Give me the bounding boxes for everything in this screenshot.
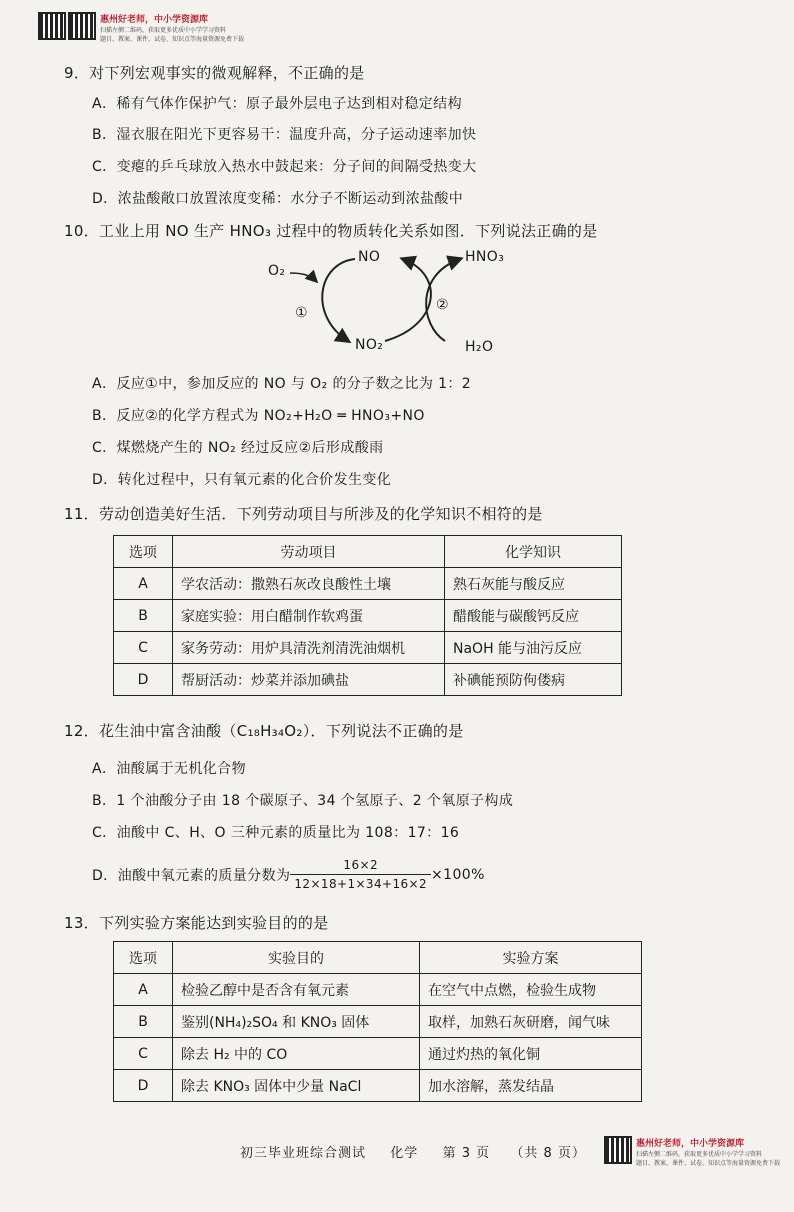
o2-label: O₂ [268, 263, 286, 279]
q12-option-c: C．油酸中 C、H、O 三种元素的质量比为 108：17：16 [92, 825, 460, 841]
table-cell: 补碘能预防佝偻病 [445, 664, 622, 696]
table-row [114, 1006, 642, 1038]
footer-page: 第 3 页 [442, 1146, 491, 1161]
table-row [114, 1038, 642, 1070]
header-cell: 实验方案 [420, 942, 642, 974]
footer-exam: 初三毕业班综合测试 [240, 1146, 367, 1161]
header-cell: 选项 [114, 942, 173, 974]
table-row [114, 1070, 642, 1102]
brand-text: 惠州好老师，中小学资源库 [100, 15, 209, 25]
q9-stem: 9．对下列宏观事实的微观解释，不正确的是 [64, 64, 365, 82]
q12-option-a: A．油酸属于无机化合物 [92, 761, 246, 777]
reaction-1-label: ① [295, 305, 308, 321]
table-row [114, 632, 622, 664]
footer-subject: 化学 [390, 1146, 419, 1161]
table-cell: 家庭实验：用白醋制作软鸡蛋 [173, 600, 445, 632]
brand-sub2: 题目、教案、课件、试卷、知识点等海量资源免费下载 [636, 1160, 781, 1167]
fraction-denominator: 12×18+1×34+16×2 [290, 874, 431, 891]
q12-option-d [92, 858, 485, 891]
header-cell: 劳动项目 [173, 536, 445, 568]
hno3-label: HNO₃ [465, 249, 505, 265]
q13-stem: 13．下列实验方案能达到实验目的的是 [64, 914, 329, 932]
table-row [114, 974, 642, 1006]
table-header-row [114, 942, 642, 974]
table-cell: D [114, 1070, 173, 1102]
table-row [114, 664, 622, 696]
conversion-diagram [260, 245, 540, 360]
brand-sub2: 题目、教案、课件、试卷、知识点等海量资源免费下载 [100, 36, 245, 43]
table-cell: A [114, 568, 173, 600]
reaction-2-label: ② [436, 297, 449, 313]
fraction-numerator: 16×2 [343, 858, 378, 872]
no2-label: NO₂ [355, 337, 384, 353]
q10-stem: 10．工业上用 NO 生产 HNO₃ 过程中的物质转化关系如图．下列说法正确的是 [64, 222, 598, 240]
q9-option-c: C．变瘪的乒乓球放入热水中鼓起来：分子间的间隔受热变大 [92, 159, 477, 175]
table-cell: 除去 H₂ 中的 CO [173, 1038, 420, 1070]
table-cell: 检验乙醇中是否含有氧元素 [173, 974, 420, 1006]
q12-stem: 12．花生油中富含油酸（C₁₈H₃₄O₂）．下列说法不正确的是 [64, 722, 464, 740]
q12-option-d-suffix: ×100% [431, 866, 485, 883]
brand-sub1: 扫描左侧二维码，获取更多优质中小学学习资料 [636, 1151, 763, 1158]
table-cell: D [114, 664, 173, 696]
table-cell: 醋酸能与碳酸钙反应 [445, 600, 622, 632]
table-cell: C [114, 632, 173, 664]
q10-option-b: B．反应②的化学方程式为 NO₂+H₂O ═ HNO₃+NO [92, 408, 425, 424]
table-cell: 鉴别(NH₄)₂SO₄ 和 KNO₃ 固体 [173, 1006, 420, 1038]
table-cell: 加水溶解，蒸发结晶 [420, 1070, 642, 1102]
table-cell: 通过灼热的氧化铜 [420, 1038, 642, 1070]
table-cell: C [114, 1038, 173, 1070]
table-cell: 取样，加熟石灰研磨，闻气味 [420, 1006, 642, 1038]
q12-option-b: B．1 个油酸分子由 18 个碳原子、34 个氢原子、2 个氧原子构成 [92, 793, 514, 809]
no-label: NO [358, 249, 381, 265]
header-cell: 选项 [114, 536, 173, 568]
table-cell: 除去 KNO₃ 固体中少量 NaCl [173, 1070, 420, 1102]
q9-option-d: D．浓盐酸敞口放置浓度变稀：水分子不断运动到浓盐酸中 [92, 191, 464, 207]
footer-logo [636, 1136, 780, 1167]
q10-option-d: D．转化过程中，只有氧元素的化合价发生变化 [92, 472, 392, 488]
qr-code-icon [604, 1136, 632, 1164]
brand-sub1: 扫描左侧二维码，获取更多优质中小学学习资料 [100, 27, 227, 34]
table-cell: A [114, 974, 173, 1006]
footer-total: （共 8 页） [510, 1146, 586, 1161]
table-cell: NaOH 能与油污反应 [445, 632, 622, 664]
table-header-row [114, 536, 622, 568]
table-row [114, 568, 622, 600]
q11-table [113, 535, 622, 696]
brand-text: 惠州好老师，中小学资源库 [636, 1139, 745, 1149]
table-cell: 家务劳动：用炉具清洗剂清洗油烟机 [173, 632, 445, 664]
q9-option-a: A．稀有气体作保护气：原子最外层电子达到相对稳定结构 [92, 96, 462, 112]
page-footer [240, 1142, 586, 1161]
table-cell: 在空气中点燃，检验生成物 [420, 974, 642, 1006]
q11-stem: 11．劳动创造美好生活．下列劳动项目与所涉及的化学知识不相符的是 [64, 505, 543, 523]
header-cell: 实验目的 [173, 942, 420, 974]
table-cell: B [114, 600, 173, 632]
header-cell: 化学知识 [445, 536, 622, 568]
table-cell: B [114, 1006, 173, 1038]
table-cell: 学农活动：撒熟石灰改良酸性土壤 [173, 568, 445, 600]
table-cell: 帮厨活动：炒菜并添加碘盐 [173, 664, 445, 696]
fraction [290, 858, 431, 891]
qr-code-icon [38, 12, 66, 40]
table-row [114, 600, 622, 632]
q9-option-b: B．湿衣服在阳光下更容易干：温度升高，分子运动速率加快 [92, 127, 477, 143]
h2o-label: H₂O [465, 339, 494, 355]
q12-option-d-prefix: D．油酸中氧元素的质量分数为 [92, 867, 291, 884]
q13-table [113, 941, 642, 1102]
header-logo [100, 12, 244, 43]
table-cell: 熟石灰能与酸反应 [445, 568, 622, 600]
q10-option-a: A．反应①中，参加反应的 NO 与 O₂ 的分子数之比为 1：2 [92, 376, 472, 392]
q10-option-c: C．煤燃烧产生的 NO₂ 经过反应②后形成酸雨 [92, 440, 384, 456]
qr-code-icon [68, 12, 96, 40]
